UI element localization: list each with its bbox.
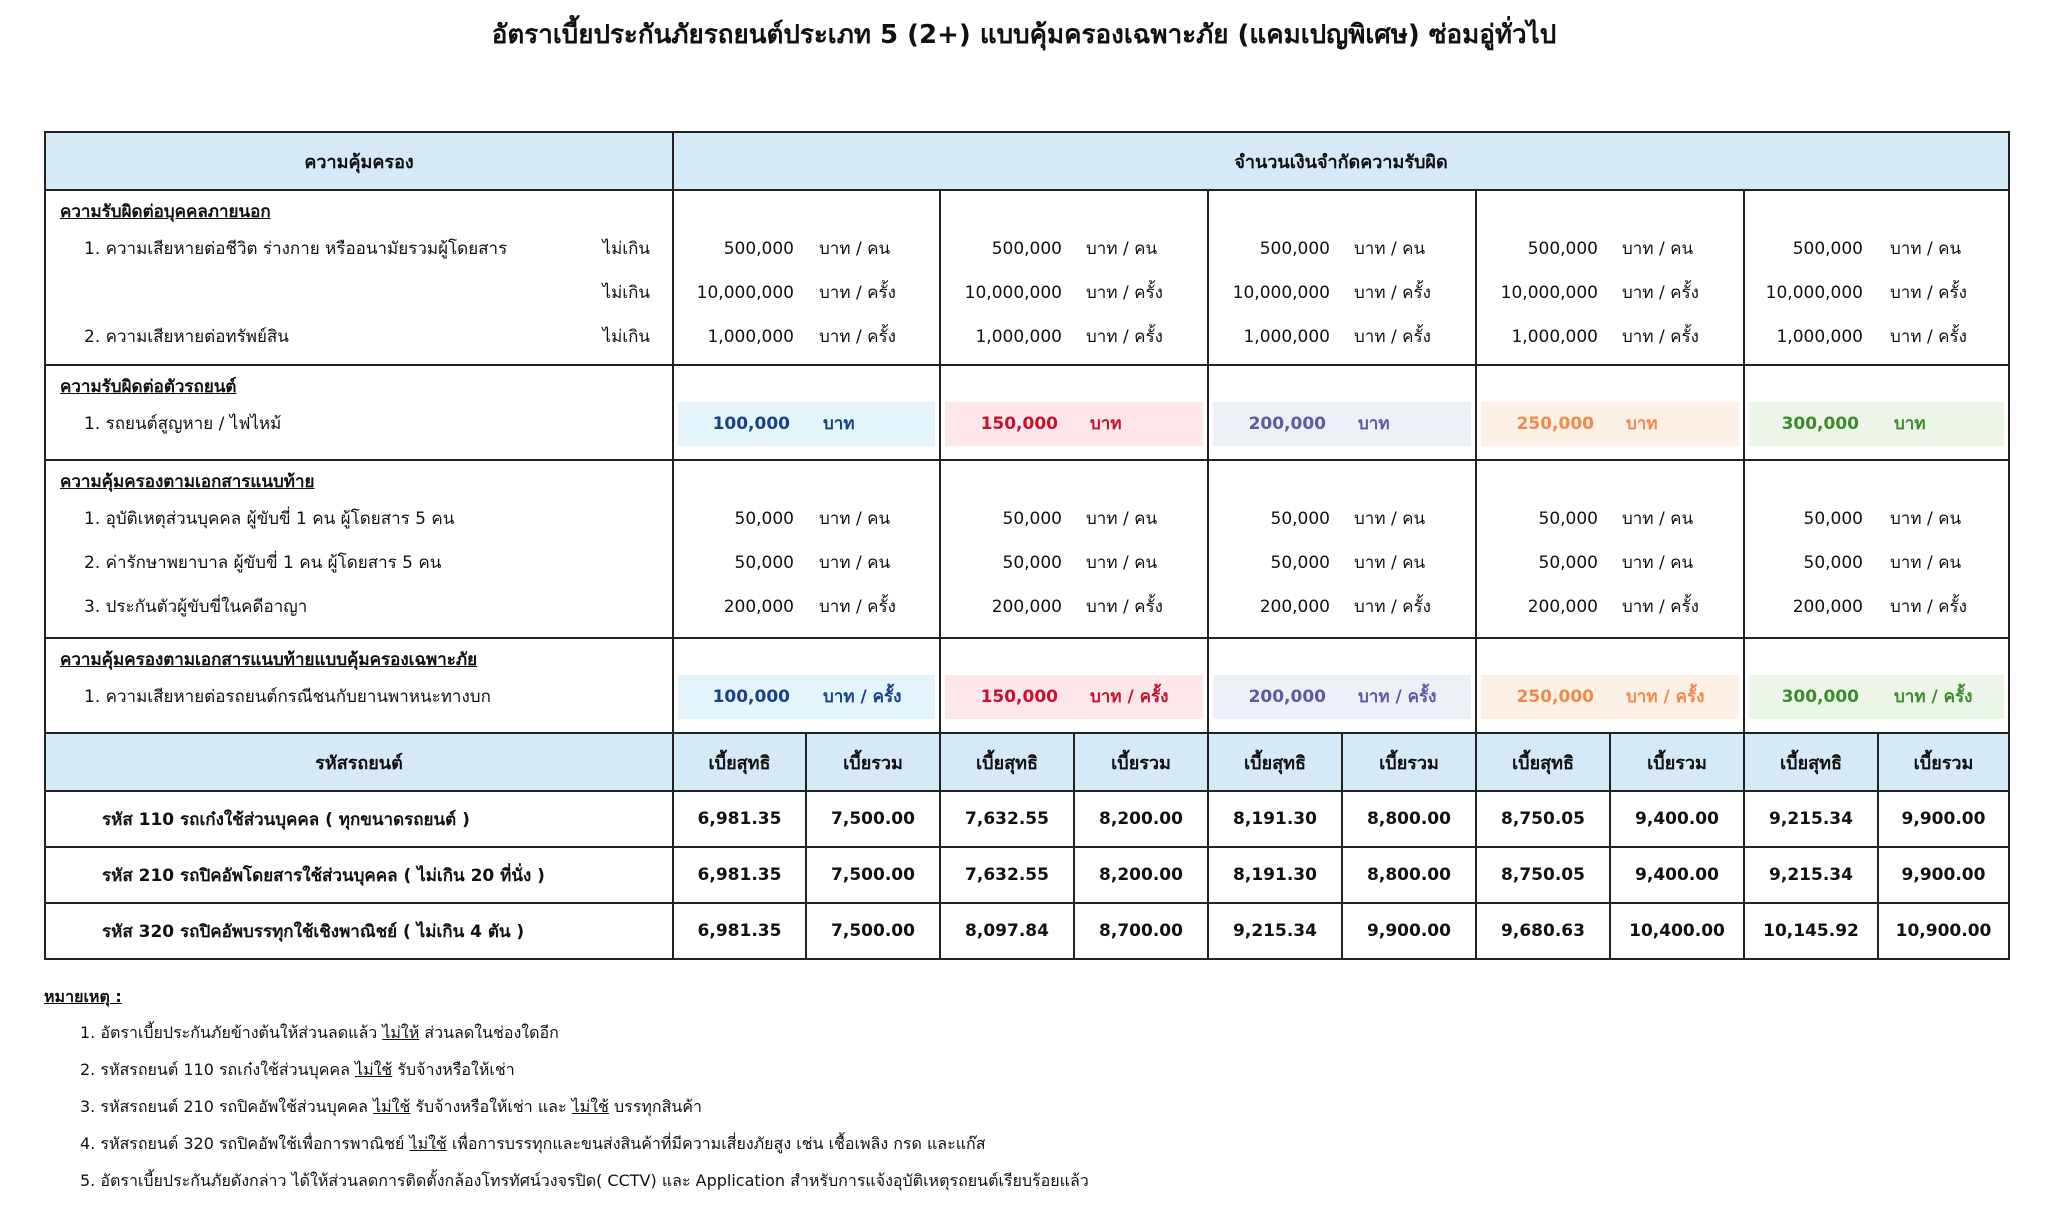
limit-unit: บาท / ครั้ง [1622,283,1699,303]
premium-value: 8,800.00 [1342,847,1476,903]
premium-value: 9,900.00 [1878,847,2009,903]
premium-value: 9,900.00 [1342,903,1476,959]
limit-value [1477,315,1743,359]
premium-value: 10,400.00 [1610,903,1744,959]
limit-amount: 100,000 [712,687,790,707]
limit-unit: บาท / ครั้ง [819,283,896,303]
limit-value [1209,271,1475,315]
premium-value: 7,500.00 [806,791,940,847]
premium-value: 9,680.63 [1476,903,1610,959]
limit-value [1745,315,2008,359]
limit-unit: บาท / ครั้ง [1622,327,1699,347]
premium-value: 10,900.00 [1878,903,2009,959]
limit-amount: 10,000,000 [964,283,1062,303]
limit-value [1477,585,1743,629]
limit-amount: 300,000 [1781,687,1859,707]
limit-value [941,227,1207,271]
tier-cell [673,365,940,460]
limit-unit: บาท [1626,414,1658,434]
limit-unit: บาท / คน [1890,239,1962,259]
premium-value: 8,750.05 [1476,791,1610,847]
total-premium-header: เบี้ยรวม [806,733,940,791]
premium-value: 7,632.55 [940,791,1074,847]
tier-cell [1744,460,2009,638]
limit-amount: 150,000 [980,687,1058,707]
table-row [45,791,2009,847]
endorsement-title: ความคุ้มครองตามเอกสารแนบท้าย [60,472,315,492]
limit-value [1213,402,1471,446]
special-title: ความคุ้มครองตามเอกสารแนบท้ายแบบคุ้มครองเฉพาะภัย [60,650,478,670]
net-premium-header: เบี้ยสุทธิ [1208,733,1342,791]
net-premium-header: เบี้ยสุทธิ [673,733,806,791]
tier-cell [1476,190,1744,365]
limit-unit: บาท / คน [1622,553,1694,573]
note-4: 4. รหัสรถยนต์ 320 รถปิคอัพใช้เพื่อการพาณิชย์ ไม่ใช้ เพื่อการบรรทุกและขนส่งสินค้าที่มีความเสี่ยงภัยสูง เช่น เชื้อเพลิง กรด และแก๊ส [80,1134,986,1153]
total-premium-header: เบี้ยรวม [1610,733,1744,791]
total-premium-header: เบี้ยรวม [1074,733,1208,791]
premium-value: 8,097.84 [940,903,1074,959]
limit-unit: บาท / ครั้ง [819,597,896,617]
net-premium-header: เบี้ยสุทธิ [1744,733,1878,791]
limit-unit: บาท [1358,414,1390,434]
limit-unit: บาท / ครั้ง [1086,283,1163,303]
premium-value: 7,500.00 [806,903,940,959]
vehicle-code-header: รหัสรถยนต์ [45,733,673,791]
limit-unit: บาท / คน [1086,509,1158,529]
limit-value [945,402,1203,446]
limit-amount: 250,000 [1516,414,1594,434]
tier-cell [1208,190,1476,365]
limit-unit: บาท / คน [819,509,891,529]
limit-value [1209,315,1475,359]
limit-value [941,497,1207,541]
limit-unit: บาท / ครั้ง [1086,327,1163,347]
note-1: 1. อัตราเบี้ยประกันภัยข้างต้นให้ส่วนลดแล้ว ไม่ให้ ส่วนลดในช่องใดอีก [80,1023,559,1042]
limit-amount: 50,000 [734,553,794,573]
limit-value [1477,271,1743,315]
premium-value: 8,191.30 [1208,791,1342,847]
third-party-item-2: 2. ความเสียหายต่อทรัพย์สิน ไม่เกิน [84,327,650,347]
endorsement-item-3: 3. ประกันตัวผู้ขับขี่ในคดีอาญา [84,597,308,617]
limit-value [1209,585,1475,629]
limit-value [674,227,939,271]
limit-amount: 200,000 [991,597,1062,617]
tier-cell [673,638,940,733]
note-5: 5. อัตราเบี้ยประกันภัยดังกล่าว ได้ให้ส่วนลดการติดตั้งกล้องโทรทัศน์วงจรปิด( CCTV) และ Application สำหรับการแจ้งอุบัติเหตุรถยนต์เรียบร้อยแล้ว [80,1171,1089,1190]
limit-value [1745,227,2008,271]
premium-value: 6,981.35 [673,847,806,903]
limit-value [945,675,1203,719]
limit-value [1209,541,1475,585]
limit-amount: 1,000,000 [707,327,794,347]
limit-unit: บาท / คน [1890,509,1962,529]
limit-amount: 200,000 [1259,597,1330,617]
vehicle-section [45,365,673,460]
limit-unit: บาท [823,414,855,434]
premium-value: 8,200.00 [1074,791,1208,847]
limit-unit: บาท / ครั้ง [1354,327,1431,347]
total-premium-header: เบี้ยรวม [1342,733,1476,791]
vehicle-item-1: 1. รถยนต์สูญหาย / ไฟไหม้ [84,414,282,434]
limit-amount: 250,000 [1516,687,1594,707]
limit-amount: 500,000 [1259,239,1330,259]
limit-value [1213,675,1471,719]
premium-value: 9,215.34 [1208,903,1342,959]
tier-cell [1476,365,1744,460]
tier-cell [673,190,940,365]
vehicle-code: รหัส 210 รถปิคอัพโดยสารใช้ส่วนบุคคล ( ไม่เกิน 20 ที่นั่ง ) [45,847,673,903]
limit-amount: 50,000 [1002,509,1062,529]
tier-cell [1476,460,1744,638]
vehicle-code: รหัส 110 รถเก๋งใช้ส่วนบุคคล ( ทุกขนาดรถยนต์ ) [45,791,673,847]
premium-value: 8,700.00 [1074,903,1208,959]
premium-value: 7,500.00 [806,847,940,903]
premium-value: 8,191.30 [1208,847,1342,903]
limit-unit: บาท [1090,414,1122,434]
limit-value [1477,497,1743,541]
limit-value [1749,675,2004,719]
limit-value [1745,585,2008,629]
limit-amount: 300,000 [1781,414,1859,434]
limit-unit: บาท / คน [1354,553,1426,573]
limit-amount: 200,000 [1792,597,1863,617]
limit-unit: บาท / คน [819,239,891,259]
limit-unit: บาท / ครั้ง [823,687,902,707]
premium-value: 9,400.00 [1610,791,1744,847]
limit-amount: 10,000,000 [1765,283,1863,303]
limit-unit: บาท / ครั้ง [1354,597,1431,617]
vehicle-title: ความรับผิดต่อตัวรถยนต์ [60,377,237,397]
limit-unit: บาท / คน [1622,509,1694,529]
endorsement-item-2: 2. ค่ารักษาพยาบาล ผู้ขับขี่ 1 คน ผู้โดยสาร 5 คน [84,553,442,573]
tier-cell [1744,365,2009,460]
table-row [45,903,2009,959]
limit-amount: 10,000,000 [1500,283,1598,303]
limit-amount: 50,000 [1803,553,1863,573]
limit-amount: 50,000 [1270,509,1330,529]
third-party-item-1b: ไม่เกิน [602,283,650,303]
vehicle-code: รหัส 320 รถปิคอัพบรรทุกใช้เชิงพาณิชย์ ( ไม่เกิน 4 ตัน ) [45,903,673,959]
limit-value [674,497,939,541]
limit-unit: บาท [1894,414,1926,434]
limit-unit: บาท / ครั้ง [819,327,896,347]
limit-unit: บาท / ครั้ง [1626,687,1705,707]
tier-cell [1208,460,1476,638]
limit-unit: บาท / ครั้ง [1086,597,1163,617]
premium-value: 9,215.34 [1744,791,1878,847]
limit-amount: 200,000 [1248,687,1326,707]
limit-unit: บาท / ครั้ง [1090,687,1169,707]
note-2: 2. รหัสรถยนต์ 110 รถเก๋งใช้ส่วนบุคคล ไม่ใช้ รับจ้างหรือให้เช่า [80,1060,515,1079]
premium-value: 10,145.92 [1744,903,1878,959]
limit-amount: 500,000 [1792,239,1863,259]
note-3: 3. รหัสรถยนต์ 210 รถปิคอัพใช้ส่วนบุคคล ไม่ใช้ รับจ้างหรือให้เช่า และ ไม่ใช้ บรรทุกสินค้า [80,1097,702,1116]
limit-value [674,315,939,359]
limit-amount: 200,000 [723,597,794,617]
total-premium-header: เบี้ยรวม [1878,733,2009,791]
limit-value [678,402,935,446]
third-party-title: ความรับผิดต่อบุคคลภายนอก [60,202,271,222]
rate-table [44,131,2010,960]
limit-value [674,541,939,585]
notes-heading: หมายเหตุ : [44,987,122,1006]
limit-unit: บาท / คน [1086,239,1158,259]
limit-value [941,271,1207,315]
premium-value: 8,200.00 [1074,847,1208,903]
limit-value [941,585,1207,629]
limit-value [1481,402,1739,446]
limit-value [1481,675,1739,719]
limit-unit: บาท / คน [1354,509,1426,529]
premium-value: 8,750.05 [1476,847,1610,903]
limit-value [1749,402,2004,446]
limit-unit: บาท / คน [1086,553,1158,573]
limit-amount: 1,000,000 [975,327,1062,347]
special-section [45,638,673,733]
limit-value [674,271,939,315]
premium-value: 9,400.00 [1610,847,1744,903]
limit-unit: บาท / ครั้ง [1894,687,1973,707]
premium-value: 9,900.00 [1878,791,2009,847]
limit-value [1745,497,2008,541]
limit-value [941,541,1207,585]
limit-unit: บาท / คน [1354,239,1426,259]
limit-amount: 150,000 [980,414,1058,434]
limit-value [1477,227,1743,271]
tier-cell [1476,638,1744,733]
third-party-section [45,190,673,365]
limit-amount: 1,000,000 [1243,327,1330,347]
limit-value [678,675,935,719]
limit-unit: บาท / คน [819,553,891,573]
premium-value: 8,800.00 [1342,791,1476,847]
net-premium-header: เบี้ยสุทธิ [1476,733,1610,791]
limit-amount: 10,000,000 [1232,283,1330,303]
endorsement-item-1: 1. อุบัติเหตุส่วนบุคคล ผู้ขับขี่ 1 คน ผู้โดยสาร 5 คน [84,509,455,529]
limit-value [1209,227,1475,271]
tier-cell [1208,365,1476,460]
tier-cell [1208,638,1476,733]
tier-cell [940,190,1208,365]
endorsement-section [45,460,673,638]
notes [44,980,1089,1199]
tier-cell [673,460,940,638]
limit-unit: บาท / คน [1622,239,1694,259]
limit-value [1745,541,2008,585]
limit-amount: 200,000 [1527,597,1598,617]
special-item-1: 1. ความเสียหายต่อรถยนต์กรณีชนกับยานพาหนะทางบก [84,687,491,707]
limit-unit: บาท / ครั้ง [1622,597,1699,617]
third-party-item-1: 1. ความเสียหายต่อชีวิต ร่างกาย หรืออนามัยรวมผู้โดยสาร ไม่เกิน [84,239,650,259]
limit-value [1209,497,1475,541]
limit-value [1745,271,2008,315]
limit-value [941,315,1207,359]
limit-unit: บาท / ครั้ง [1890,597,1967,617]
limit-value [1477,541,1743,585]
limit-header: จำนวนเงินจำกัดความรับผิด [673,132,2009,190]
limit-unit: บาท / ครั้ง [1358,687,1437,707]
limit-unit: บาท / ครั้ง [1354,283,1431,303]
limit-value [674,585,939,629]
page-title: อัตราเบี้ยประกันภัยรถยนต์ประเภท 5 (2+) แบบคุ้มครองเฉพาะภัย (แคมเปญพิเศษ) ซ่อมอู่ทั่วไป [491,20,1557,50]
limit-unit: บาท / คน [1890,553,1962,573]
tier-cell [940,365,1208,460]
limit-amount: 1,000,000 [1776,327,1863,347]
limit-amount: 500,000 [723,239,794,259]
premium-value: 6,981.35 [673,903,806,959]
tier-cell [940,638,1208,733]
table-row [45,847,2009,903]
limit-amount: 1,000,000 [1511,327,1598,347]
tier-cell [1744,190,2009,365]
tier-cell [940,460,1208,638]
limit-amount: 50,000 [1538,509,1598,529]
premium-value: 9,215.34 [1744,847,1878,903]
limit-amount: 50,000 [1803,509,1863,529]
limit-unit: บาท / ครั้ง [1890,327,1967,347]
coverage-header: ความคุ้มครอง [45,132,673,190]
limit-amount: 500,000 [1527,239,1598,259]
limit-amount: 200,000 [1248,414,1326,434]
premium-value: 7,632.55 [940,847,1074,903]
tier-cell [1744,638,2009,733]
limit-amount: 100,000 [712,414,790,434]
limit-amount: 500,000 [991,239,1062,259]
limit-unit: บาท / ครั้ง [1890,283,1967,303]
limit-amount: 50,000 [1538,553,1598,573]
limit-amount: 10,000,000 [696,283,794,303]
net-premium-header: เบี้ยสุทธิ [940,733,1074,791]
limit-amount: 50,000 [1002,553,1062,573]
limit-amount: 50,000 [1270,553,1330,573]
premium-value: 6,981.35 [673,791,806,847]
limit-amount: 50,000 [734,509,794,529]
